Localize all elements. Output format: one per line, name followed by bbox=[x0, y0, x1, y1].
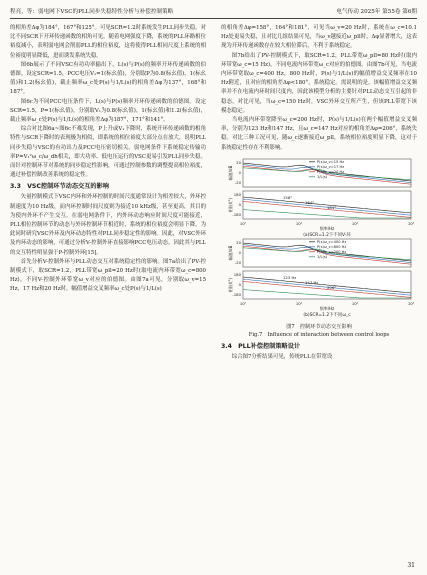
paragraph: 的相角差Δφ为184°，167°和125°。可见SCR=1.2时系统发生PLL同步失稳。对比不同SCR下开环传递函数的相角可见，随着电网强度下降，系统的PLL环路相位裕度减小，表明弱电网会削弱PLL的相位裕度，这将使得PLL相同尺度上系统的相位裕度明显降低，进而诱发系统失稳。 bbox=[10, 25, 206, 59]
subfigure-b-caption: (b)SCR=1.2下不同ω_c bbox=[303, 312, 351, 318]
x-tick-label: 10⁰ bbox=[239, 220, 247, 226]
y-tick-label: 0 bbox=[238, 249, 241, 255]
figure-caption-en: Fig.7 Influence of interaction between control loops bbox=[248, 331, 390, 338]
legend-entry: P(s)ω_v=15 Hz bbox=[317, 159, 345, 164]
x-axis-label: 频率/Hz bbox=[319, 305, 335, 311]
figure-7 bbox=[221, 157, 417, 339]
paragraph: 矢量控制模式下VSC内环和外环控制的时间尺度通常设计为相差较大，外环控制速度为10 Hz级，而内环控制时间尺度则为接近10 kHz级，甚至更高，其目的为使内外环不产生交互。在弱电网条件下，内外环动态响应时间尺度可能接近，PLL相位控制环节的动态与外环控制环节相近时，系统的相位裕度会明显下降，为此同时研究VSC外环及内环动态特性对PLL同步稳定性的影响。因此，对VSC外环及内环动态的影响，可通过分析V-控制外环直接影响PCC电压动态，因此其与PLL的交互特性明显强于P-控制外环[15]。 bbox=[10, 194, 206, 256]
header-right: 电气传动 2025年 第55卷 第6期 bbox=[336, 9, 417, 15]
y-axis-label: 幅值/dB bbox=[228, 165, 233, 181]
section-heading: 3.4 PLL补偿控制策略设计 bbox=[221, 342, 301, 350]
y-tick-label: 0 bbox=[238, 169, 241, 175]
legend-entry: 1/L(s) bbox=[317, 174, 328, 179]
y-tick-label: 180 bbox=[233, 271, 241, 277]
legend-entry: 1/L(s) bbox=[317, 254, 328, 259]
x-tick-label: 10³ bbox=[407, 220, 415, 226]
annotation: 123 Hz bbox=[283, 274, 297, 280]
y-tick-label: 0 bbox=[238, 201, 241, 207]
y-axis-label: 相位/(°) bbox=[228, 277, 233, 293]
y-tick-label: -20 bbox=[234, 259, 241, 265]
paragraph: 当电流内环带宽降至ω_c=200 Hz时，P(s)与1/L(s)在两个幅值增益交叉频率，分别为123 Hz和147 Hz，且ω_c=147 Hz对应的相角差Δφ=206°，系统失稳。对比三种工况可见，随ω_c逐渐接近ω_pll，系统相位裕度明显下降，这对于系统稳定性存在不利影响。 bbox=[221, 117, 417, 151]
y-tick-label: 20 bbox=[236, 239, 241, 245]
page-number: 31 bbox=[407, 562, 415, 569]
annotation: 147 Hz bbox=[305, 279, 319, 285]
x-tick-label: 10² bbox=[351, 300, 359, 306]
section-heading: 3.3 VSC控制环节动态交互的影响 bbox=[10, 183, 109, 191]
y-tick-label: 0 bbox=[238, 281, 241, 287]
y-tick-label: -180 bbox=[232, 291, 241, 297]
subfigure-a-caption: (a)SCR=1.2下不同V-环 bbox=[303, 232, 351, 238]
paragraph: 综合图7分析结果可见，传统PLL在带宽设 bbox=[231, 353, 333, 360]
x-tick-label: 10⁰ bbox=[239, 300, 247, 306]
figure-caption-cn: 图7 控制环节动态交互影响 bbox=[286, 323, 352, 330]
right-column bbox=[221, 24, 417, 362]
paragraph: 图7b给出了PV-控制模式下，取SCR=1.2，PLL带宽ω_pll=80 Hz时(取内环带宽ω_c=15 Hz)，不同电流内环带宽ω_c对应的伯德图。由图7b可见，当电流内环带宽取ω_c=400 Hz，800 Hz时，P(s)与1/L(s)的幅值增益交叉频率在10 Hz附近，且对应的相角差Δφ<180°，系统稳定。需说明的是，该幅值增益交叉频率并不在电流内环时间尺度内，因此该模型分析的主要针对PLL动态交互引起的非稳态。对比可见，当ω_c=150 Hz时，VSC外环交互所产生，但该PLL带宽下该模态稳定。 bbox=[221, 52, 417, 114]
y-tick-label: 180 bbox=[233, 191, 241, 197]
bode-plots bbox=[221, 157, 417, 323]
x-tick-label: 10² bbox=[351, 220, 359, 226]
y-tick-label: 20 bbox=[236, 159, 241, 165]
y-axis-label: 幅值/dB bbox=[228, 245, 233, 261]
paragraph: 首先分析V-控制外环与PLL动态交互对系统稳定性的影响。图7a给出了PV-控制模式下，取SCR=1.2，PLL带宽ω_pll=20 Hz时(取电流内环带宽ω_c=800 Hz)，不同V-控制外环带宽ω_v对应的伯德图。由图7a可见，分别取ω_v=15 Hz，17 Hz和20 Hz时，幅值增益交叉频率ω_c处P(s)与1/L(s) bbox=[10, 258, 206, 293]
paragraph: 图6c为不同PCC电压条件下，L(s)与P(s)频率开环传递函数的伯德图。设定SCR=1.5，P=1(标幺值)，分别取V₁为0.8(标幺值)，1(标幺值)和1.2(标幺值)，截止频率ω_c处P(s)与1/L(s)的相角差Δφ为187°，171°和141°。 bbox=[10, 98, 206, 124]
legend-entry: P(s)ω_c=200 Hz bbox=[317, 249, 347, 254]
y-tick-label: -180 bbox=[232, 211, 241, 217]
y-axis-label: 相位/(°) bbox=[228, 197, 233, 213]
left-column bbox=[10, 24, 206, 295]
paragraph: 图6b展示了不同VSC有功功率输出下，L(s)与P(s)的频率开环传递函数的伯德图。设定SCR=1.5，PCC电压V₁=1(标幺值)，分别取P为0.8(标幺值)，1(标幺值)和1.2(标幺值)，截止频率ω_c处P(s)与1/L(s)的相角差Δφ为137°，168°和187°。 bbox=[10, 61, 206, 96]
x-tick-label: 10¹ bbox=[295, 220, 303, 226]
legend-entry: P(s)ω_v=17 Hz bbox=[317, 164, 345, 169]
paragraph: 的相角差Δφ=158°，164°和181°，可见当ω_v=20 Hz时，系统在ω_c=10.1 Hz处更易失稳，且对比几组结果可见，当ω_v越接近ω_pll时，Δφ显著增大，这表现为开环传递函数存在较大相位滞后，不利于系统稳定。 bbox=[221, 25, 417, 50]
header-left: 程亮，等：弱电网下VSC的PLL同步失稳特性分析与补偿控制策略 bbox=[10, 9, 174, 15]
annotation: 206° bbox=[327, 284, 337, 290]
legend-entry: P(s)ω_c=400 Hz bbox=[317, 239, 347, 244]
legend-entry: P(s)ω_v=20 Hz bbox=[317, 169, 345, 174]
page-header bbox=[10, 6, 417, 19]
legend-entry: P(s)ω_c=800 Hz bbox=[317, 244, 347, 249]
annotation: 164° bbox=[305, 199, 315, 205]
annotation: 158° bbox=[283, 194, 293, 200]
y-tick-label: -20 bbox=[234, 179, 241, 185]
annotation: 181° bbox=[327, 204, 337, 210]
x-tick-label: 10¹ bbox=[295, 300, 303, 306]
paragraph: 综合对比图6a~图6c不难发现，P上升或V₁下降时，系统开环传递函数的相角特性与SCR下降时的表现极为相似，即系统的相位裕度大部分点在放大，说明PLL同步失稳与VSC的有功出力及PCC电压密切相关。弱电网条件下系统稳定传输功率P=V₁²ω_c/ω_dh相关，即大功率、低电压运行的VSC更易引发PLL同步失稳。而针对控制环节对系统的同步稳定性影响，可通过控制参数的调整提高相位裕度，通过补偿控制改善系统的稳定性。 bbox=[10, 126, 206, 179]
x-axis-label: 频率/Hz bbox=[319, 225, 335, 231]
x-tick-label: 10³ bbox=[407, 300, 415, 306]
